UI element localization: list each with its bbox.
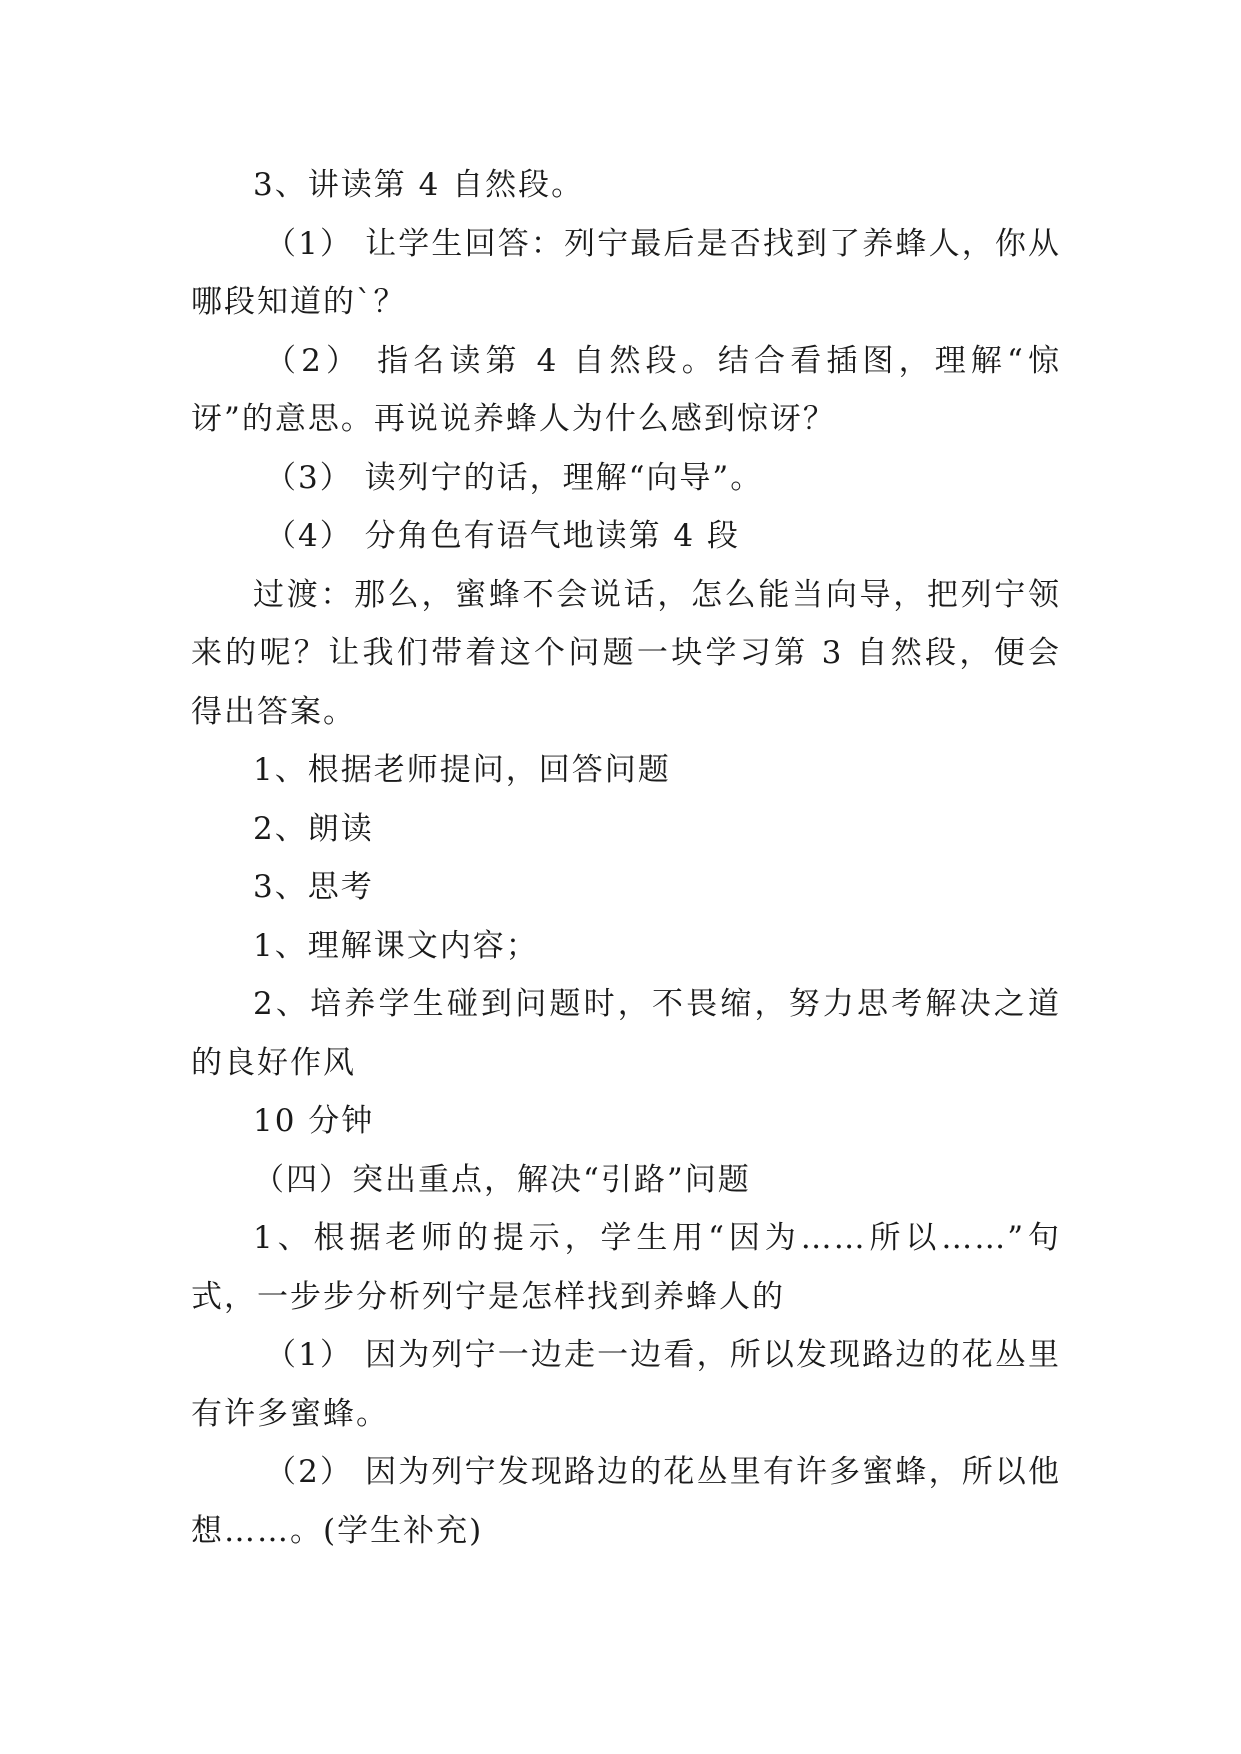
paragraph-analysis-2: （2） 因为列宁发现路边的花丛里有许多蜜蜂，所以他想……。(学生补充): [191, 1454, 1061, 1549]
document-body: [191, 156, 1061, 1560]
paragraph-student-activity-1: 1、根据老师提问，回答问题: [253, 752, 671, 788]
paragraph-section-heading: （四）突出重点，解决“引路”问题: [253, 1161, 751, 1198]
paragraph-question-2: （2） 指名读第 4 自然段。结合看插图，理解“惊讶”的意思。再说说养蜂人为什么感到惊讶？: [191, 342, 1061, 437]
paragraph-question-3: （3） 读列宁的话，理解“向导”。: [265, 459, 764, 496]
paragraph-goal-2: 2、培养学生碰到问题时，不畏缩，努力思考解决之道的良好作风: [191, 986, 1061, 1081]
paragraph-duration: 10 分钟: [253, 1103, 375, 1139]
paragraph-analysis-1: （1） 因为列宁一边走一边看，所以发现路边的花丛里有许多蜜蜂。: [191, 1337, 1061, 1432]
paragraph-analysis-intro: 1、根据老师的提示，学生用“因为……所以……”句式，一步步分析列宁是怎样找到养蜂人的: [191, 1220, 1061, 1315]
paragraph-lesson-step-3: 3、讲读第 4 自然段。: [253, 167, 585, 203]
paragraph-student-activity-3: 3、思考: [253, 869, 374, 905]
paragraph-student-activity-2: 2、朗读: [253, 810, 374, 847]
paragraph-transition: 过渡：那么，蜜蜂不会说话，怎么能当向导，把列宁领来的呢？让我们带着这个问题一块学习第 3 自然段，便会得出答案。: [191, 576, 1061, 730]
paragraph-question-1: （1） 让学生回答：列宁最后是否找到了养蜂人，你从哪段知道的`？: [191, 225, 1061, 320]
paragraph-goal-1: 1、理解课文内容；: [253, 927, 539, 964]
paragraph-question-4: （4） 分角色有语气地读第 4 段: [265, 518, 741, 554]
